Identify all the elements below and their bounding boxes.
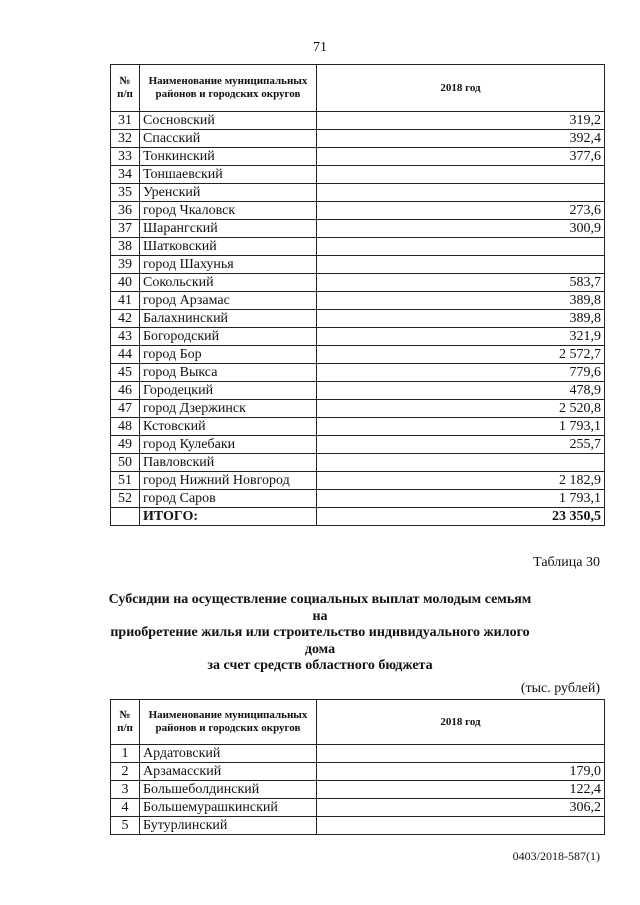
amount-value: 389,8 [317, 292, 605, 310]
amount-value: 300,9 [317, 220, 605, 238]
row-number: 31 [111, 112, 140, 130]
total-label: ИТОГО: [140, 508, 317, 526]
row-number: 2 [111, 763, 140, 781]
table-row [111, 220, 605, 238]
row-number: 34 [111, 166, 140, 184]
municipality-name: Шарангский [140, 220, 317, 238]
row-number: 48 [111, 418, 140, 436]
section-title-line: приобретение жилья или строительство индивидуального жилого [110, 625, 530, 640]
amount-value: 2 572,7 [317, 346, 605, 364]
row-number: 52 [111, 490, 140, 508]
amount-value [317, 166, 605, 184]
municipality-name: Павловский [140, 454, 317, 472]
row-number: 4 [111, 799, 140, 817]
amount-value: 1 793,1 [317, 418, 605, 436]
table-row [111, 763, 605, 781]
header-year: 2018 год [317, 65, 605, 112]
amount-value: 377,6 [317, 148, 605, 166]
amount-value: 583,7 [317, 274, 605, 292]
row-number: 35 [111, 184, 140, 202]
amount-value: 478,9 [317, 382, 605, 400]
table-row [111, 112, 605, 130]
header-year: 2018 год [317, 700, 605, 745]
amount-value: 1 793,1 [317, 490, 605, 508]
table-row [111, 256, 605, 274]
row-number: 1 [111, 745, 140, 763]
amount-value: 319,2 [317, 112, 605, 130]
section-title-line: дома [304, 641, 336, 657]
row-number: 49 [111, 436, 140, 454]
row-number: 32 [111, 130, 140, 148]
row-number: 5 [111, 817, 140, 835]
amount-value: 392,4 [317, 130, 605, 148]
table-row [111, 454, 605, 472]
municipality-name: Богородский [140, 328, 317, 346]
row-number: 46 [111, 382, 140, 400]
municipality-name: город Дзержинск [140, 400, 317, 418]
row-number: 42 [111, 310, 140, 328]
header-number: № п/п [111, 65, 140, 112]
section-title-line: Субсидии на осуществление социальных выплат молодым семьям на [108, 592, 532, 624]
young-families-subsidy-table [110, 699, 605, 835]
table-row [111, 184, 605, 202]
table-row [111, 418, 605, 436]
table-row [111, 436, 605, 454]
municipality-name: Шатковский [140, 238, 317, 256]
amount-value: 779,6 [317, 364, 605, 382]
amount-value [317, 745, 605, 763]
row-number: 45 [111, 364, 140, 382]
table2-body [111, 745, 605, 835]
municipality-name: Уренский [140, 184, 317, 202]
section-title-line: за счет средств областного бюджета [207, 658, 433, 673]
row-number: 36 [111, 202, 140, 220]
municipality-name: Кстовский [140, 418, 317, 436]
amount-value: 321,9 [317, 328, 605, 346]
amount-value [317, 238, 605, 256]
total-number-cell [111, 508, 140, 526]
row-number: 41 [111, 292, 140, 310]
municipality-name: Большемурашкинский [140, 799, 317, 817]
municipality-name: Бутурлинский [140, 817, 317, 835]
amount-value [317, 256, 605, 274]
document-code: 0403/2018-587(1) [512, 849, 600, 863]
table1-body [111, 112, 605, 508]
table-label: Таблица 30 [533, 555, 600, 570]
municipality-name: город Саров [140, 490, 317, 508]
table-row [111, 346, 605, 364]
section-title [100, 592, 540, 675]
municipality-name: Сосновский [140, 112, 317, 130]
amount-value: 389,8 [317, 310, 605, 328]
amount-value: 273,6 [317, 202, 605, 220]
amount-value: 179,0 [317, 763, 605, 781]
table-row [111, 781, 605, 799]
municipality-name: город Бор [140, 346, 317, 364]
row-number: 50 [111, 454, 140, 472]
page-number: 71 [313, 40, 327, 55]
table-row [111, 148, 605, 166]
table-row [111, 328, 605, 346]
table-row [111, 799, 605, 817]
municipality-name: Арзамасский [140, 763, 317, 781]
row-number: 37 [111, 220, 140, 238]
amount-value: 2 520,8 [317, 400, 605, 418]
row-number: 39 [111, 256, 140, 274]
units-label: (тыс. рублей) [520, 681, 600, 696]
municipality-name: Ардатовский [140, 745, 317, 763]
row-number: 3 [111, 781, 140, 799]
table-row [111, 292, 605, 310]
table-row [111, 817, 605, 835]
table-row [111, 310, 605, 328]
municipality-name: Сокольский [140, 274, 317, 292]
municipality-name: город Шахунья [140, 256, 317, 274]
header-municipality: Наименование муниципальных районов и городских округов [140, 700, 317, 745]
amount-value: 255,7 [317, 436, 605, 454]
header-number: № п/п [111, 700, 140, 745]
table-row [111, 382, 605, 400]
table-row [111, 472, 605, 490]
row-number: 51 [111, 472, 140, 490]
municipality-name: Большеболдинский [140, 781, 317, 799]
table-row [111, 274, 605, 292]
amount-value [317, 817, 605, 835]
row-number: 40 [111, 274, 140, 292]
table-row [111, 202, 605, 220]
row-number: 33 [111, 148, 140, 166]
table-row [111, 400, 605, 418]
table-row [111, 130, 605, 148]
table-row [111, 238, 605, 256]
total-row [111, 508, 605, 526]
municipality-name: Спасский [140, 130, 317, 148]
municipality-name: Городецкий [140, 382, 317, 400]
amount-value [317, 454, 605, 472]
municipality-name: Тонкинский [140, 148, 317, 166]
amount-value: 122,4 [317, 781, 605, 799]
table-row [111, 166, 605, 184]
row-number: 38 [111, 238, 140, 256]
municipality-name: Балахнинский [140, 310, 317, 328]
amount-value [317, 184, 605, 202]
municipality-name: город Кулебаки [140, 436, 317, 454]
row-number: 44 [111, 346, 140, 364]
municipality-name: город Арзамас [140, 292, 317, 310]
table-row [111, 745, 605, 763]
row-number: 43 [111, 328, 140, 346]
municipality-name: город Чкаловск [140, 202, 317, 220]
subsidy-table-continued [110, 64, 605, 526]
table-row [111, 364, 605, 382]
municipality-name: город Выкса [140, 364, 317, 382]
header-municipality: Наименование муниципальных районов и городских округов [140, 65, 317, 112]
total-value: 23 350,5 [317, 508, 605, 526]
municipality-name: город Нижний Новгород [140, 472, 317, 490]
amount-value: 306,2 [317, 799, 605, 817]
row-number: 47 [111, 400, 140, 418]
table-row [111, 490, 605, 508]
municipality-name: Тоншаевский [140, 166, 317, 184]
table-header-row [111, 700, 605, 745]
table-header-row [111, 65, 605, 112]
amount-value: 2 182,9 [317, 472, 605, 490]
